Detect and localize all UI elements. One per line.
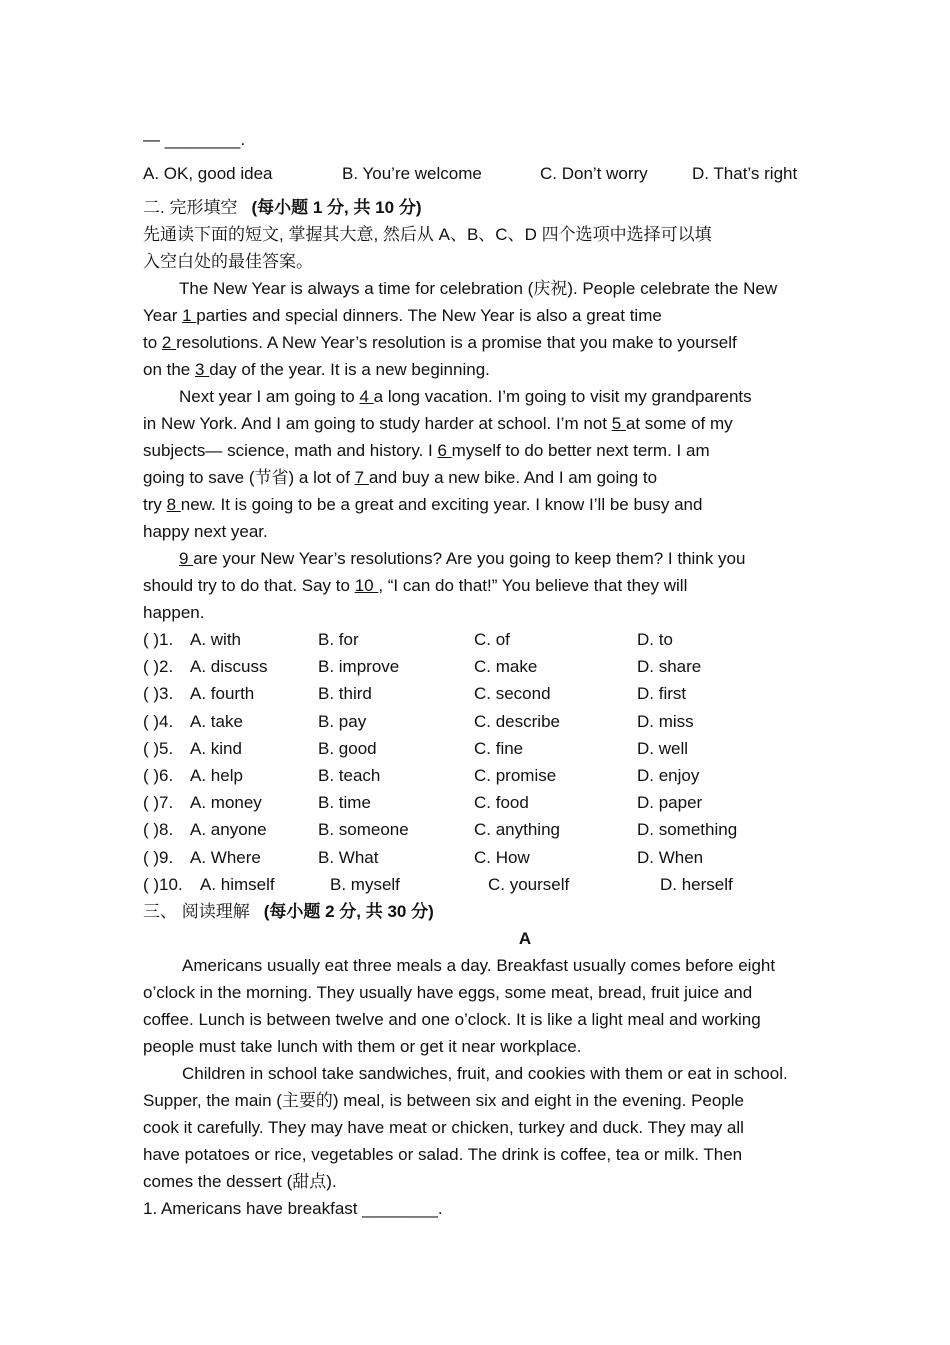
passage-text: resolutions. A New Year’s resolution is a promise that you make to yourself — [176, 333, 737, 352]
passage-text: on the — [143, 360, 195, 379]
option-a: A. take — [190, 711, 243, 731]
passage-text: are your New Year’s resolutions? Are you going to keep them? I think you — [193, 549, 746, 568]
passage-line: people must take lunch with them or get it near workplace. — [143, 1036, 582, 1056]
option-b: B. pay — [318, 711, 367, 731]
section3-points: (每小题 2 分, 共 30 分) — [263, 901, 434, 921]
instruction-line: 先通读下面的短文, 掌握其大意, 然后从 A、B、C、D 四个选项中选择可以填 — [143, 225, 712, 244]
blank-number: 8 — [166, 495, 181, 514]
option-a: A. kind — [190, 738, 242, 758]
question-number: ( )10. — [143, 874, 183, 894]
passage-line — [143, 522, 933, 549]
option-d: D. to — [637, 630, 673, 649]
option-b: B. time — [318, 793, 371, 813]
passage-text: try — [143, 495, 167, 514]
cloze-passage — [143, 279, 933, 630]
option-d: D. enjoy — [637, 765, 700, 785]
passage-text: The New Year is always a time for celebration (庆祝). People celebrate the New — [179, 279, 778, 298]
cloze-questions — [143, 630, 933, 902]
blank-number: 7 — [354, 468, 369, 487]
option-a: A. money — [190, 793, 262, 813]
question-row — [143, 848, 933, 875]
passage-line — [143, 441, 933, 468]
passage-line — [143, 495, 933, 522]
option-a: A. with — [190, 630, 242, 649]
option-a: A. discuss — [190, 657, 268, 677]
question-row — [143, 793, 933, 820]
blank-number: 5 — [611, 414, 626, 433]
option-c: C. describe — [474, 711, 560, 731]
passage-line — [143, 576, 933, 603]
option-b: B. What — [318, 847, 379, 867]
passage-text: and buy a new bike. And I am going to — [368, 468, 658, 487]
passage-line — [143, 306, 933, 333]
option-c: C. anything — [474, 820, 560, 840]
passage-line: have potatoes or rice, vegetables or salad. The drink is coffee, tea or milk. Then — [143, 1144, 743, 1164]
passage-text: , “I can do that!” You believe that they will — [378, 576, 688, 595]
option-d: D. miss — [637, 711, 694, 731]
passage-text: a long vacation. I’m going to visit my grandparents — [373, 387, 752, 406]
passage-text: in New York. And I am going to study harder at school. I’m not — [143, 414, 612, 433]
option-c: C. fine — [474, 738, 524, 758]
passage-line — [143, 360, 933, 387]
option-b: B. good — [318, 738, 377, 758]
passage-line — [143, 279, 933, 306]
option-d: D. well — [637, 738, 689, 758]
option-b: B. improve — [318, 657, 400, 677]
passage-text: Year — [143, 306, 183, 325]
prev-options-row — [143, 164, 933, 198]
option-d: D. When — [637, 847, 704, 867]
option-a: A. help — [190, 765, 243, 785]
section2-title — [143, 198, 933, 225]
question-number: ( )8. — [143, 820, 174, 840]
passage-line — [143, 603, 933, 630]
option-c: C. food — [474, 793, 529, 813]
question-row — [143, 684, 933, 711]
question-number: ( )7. — [143, 793, 174, 813]
passage-text: happen. — [143, 603, 205, 622]
instruction-line: 入空白处的最佳答案。 — [143, 252, 313, 271]
passage-line: cook it carefully. They may have meat or chicken, turkey and duck. They may all — [143, 1117, 744, 1137]
blank-number: 2 — [161, 333, 177, 352]
question-row — [143, 739, 933, 766]
option-c: C. make — [474, 657, 538, 677]
option-a: A. himself — [200, 874, 275, 894]
part-label: A — [518, 928, 532, 948]
passage-text: should try to do that. Say to — [143, 576, 355, 595]
passage-line: Children in school take sandwiches, fruit, and cookies with them or eat in school. — [182, 1063, 788, 1083]
passage-line: o’clock in the morning. They usually have eggs, some meat, bread, fruit juice and — [143, 982, 753, 1002]
passage-text: going to save (节省) a lot of — [143, 468, 355, 487]
passage-line: Supper, the main (主要的) meal, is between six and eight in the evening. People — [143, 1090, 745, 1110]
option-b: B. teach — [318, 765, 381, 785]
passage-text: happy next year. — [143, 522, 268, 541]
question-number: ( )3. — [143, 684, 174, 704]
option-c: C. Don’t worry — [540, 164, 648, 183]
section2-heading: 二. 完形填空 — [143, 198, 238, 217]
blank-number: 4 — [359, 387, 374, 406]
option-a: A. anyone — [190, 820, 267, 840]
passage-text: parties and special dinners. The New Year is also a great time — [196, 306, 662, 325]
reading-question: 1. Americans have breakfast ________. — [143, 1198, 443, 1218]
option-b: B. myself — [330, 874, 400, 894]
option-d: D. herself — [660, 874, 733, 894]
option-c: C. promise — [474, 765, 557, 785]
option-d: D. first — [637, 684, 687, 704]
passage-text: at some of my — [625, 414, 733, 433]
option-b: B. You’re welcome — [342, 164, 482, 183]
question-stem: — ________. — [143, 130, 246, 149]
passage-text: Next year I am going to — [179, 387, 360, 406]
passage-text: new. It is going to be a great and exciting year. I know I’ll be busy and — [180, 495, 703, 514]
passage-line — [143, 549, 933, 576]
blank-number: 10 — [354, 576, 379, 595]
section2-points: (每小题 1 分, 共 10 分) — [251, 198, 422, 217]
question-row — [143, 766, 933, 793]
passage-text: to — [143, 333, 162, 352]
passage-line: comes the dessert (甜点). — [143, 1171, 337, 1191]
option-c: C. yourself — [488, 874, 570, 894]
reading-passage — [143, 956, 933, 1199]
option-c: C. second — [474, 684, 551, 704]
question-row — [143, 657, 933, 684]
passage-line — [143, 414, 933, 441]
option-a: A. fourth — [190, 684, 255, 704]
option-d: D. share — [637, 657, 702, 677]
question-row — [143, 630, 933, 657]
passage-line — [143, 333, 933, 360]
section3-heading: 三、 阅读理解 — [143, 901, 250, 921]
option-c: C. of — [474, 630, 510, 649]
passage-line — [143, 387, 933, 414]
option-c: C. How — [474, 847, 530, 867]
passage-line — [143, 468, 933, 495]
question-number: ( )2. — [143, 657, 174, 677]
option-b: B. someone — [318, 820, 409, 840]
option-d: D. That’s right — [692, 164, 798, 183]
option-a: A. Where — [190, 847, 261, 867]
blank-number: 3 — [195, 360, 210, 379]
question-number: ( )9. — [143, 847, 174, 867]
question-number: ( )1. — [143, 630, 174, 649]
document-flow — [143, 130, 933, 1226]
blank-number: 1 — [182, 306, 197, 325]
passage-line: Americans usually eat three meals a day. Breakfast usually comes before eight — [182, 955, 776, 975]
question-row — [143, 712, 933, 739]
blank-number: 9 — [179, 549, 194, 568]
section3-title — [143, 902, 933, 929]
question-number: ( )5. — [143, 738, 174, 758]
option-a: A. OK, good idea — [143, 164, 273, 183]
option-b: B. for — [318, 630, 359, 649]
question-row — [143, 875, 933, 902]
passage-text: subjects— science, math and history. I — [143, 441, 438, 460]
passage-text: day of the year. It is a new beginning. — [209, 360, 490, 379]
passage-line: coffee. Lunch is between twelve and one o’clock. It is like a light meal and working — [143, 1009, 761, 1029]
question-number: ( )6. — [143, 765, 174, 785]
option-d: D. something — [637, 820, 738, 840]
question-row — [143, 820, 933, 847]
option-b: B. third — [318, 684, 372, 704]
blank-number: 6 — [437, 441, 452, 460]
option-d: D. paper — [637, 793, 703, 813]
passage-text: myself to do better next term. I am — [451, 441, 710, 460]
question-number: ( )4. — [143, 711, 174, 731]
